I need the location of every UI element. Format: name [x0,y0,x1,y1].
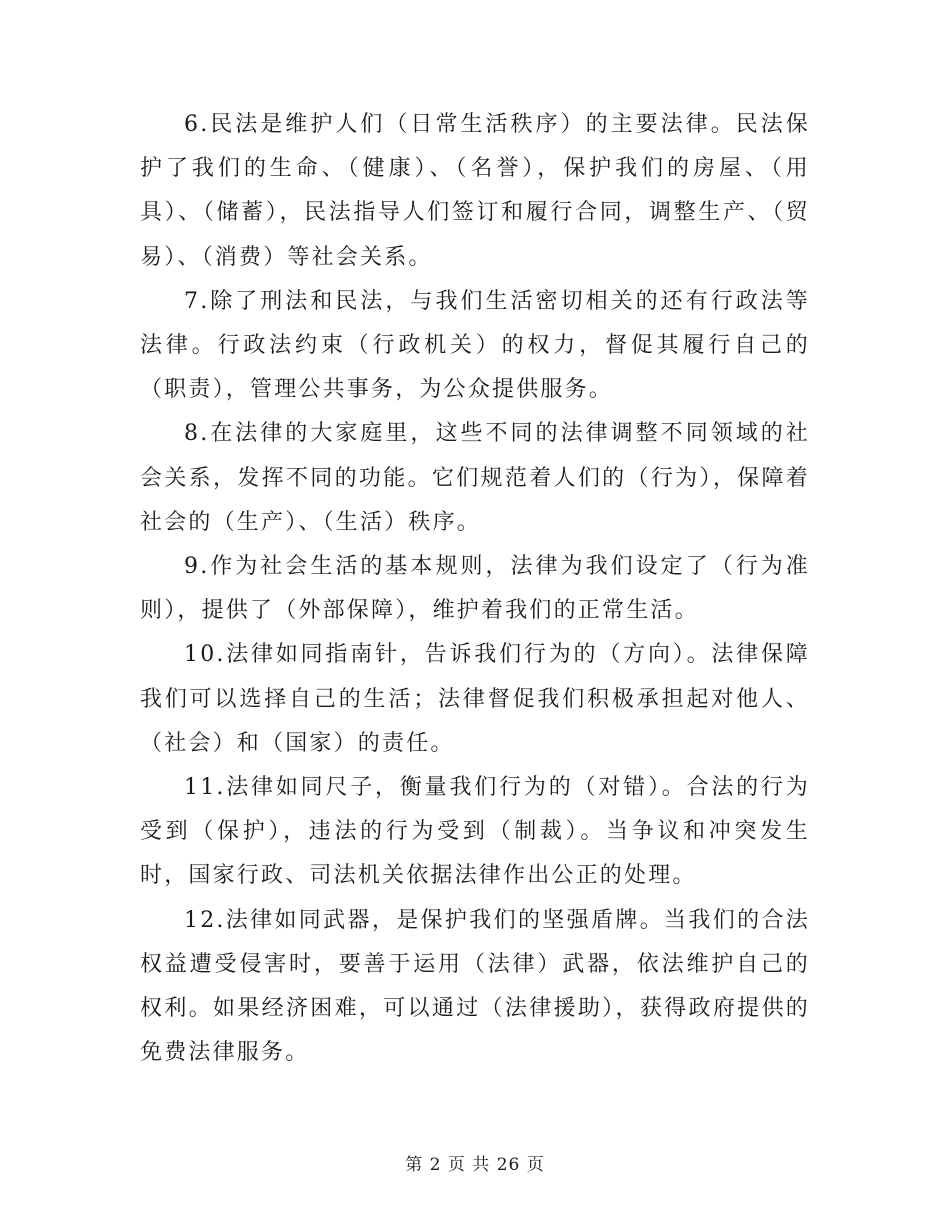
paragraph-12: 12.法律如同武器，是保护我们的坚强盾牌。当我们的合法权益遭受侵害时，要善于运用（法律）武器，依法维护自己的权利。如果经济困难，可以通过（法律援助），获得政府提供的免费法律服务。 [140,907,810,1066]
paragraph-8: 8.在法律的大家庭里，这些不同的法律调整不同领域的社会关系，发挥不同的功能。它们规范着人们的（行为），保障着社会的（生产）、（生活）秩序。 [140,421,810,535]
page-number-footer: 第 2 页 共 26 页 [405,1155,545,1175]
paragraph-6: 6.民法是维护人们（日常生活秩序）的主要法律。民法保护了我们的生命、（健康）、（名誉），保护我们的房屋、（用具）、（储蓄），民法指导人们签订和履行合同，调整生产、（贸易）、（消费）等社会关系。 [140,112,810,270]
paragraph-7: 7.除了刑法和民法，与我们生活密切相关的还有行政法等法律。行政法约束（行政机关）的权力，督促其履行自己的（职责），管理公共事务，为公众提供服务。 [140,288,810,403]
paragraph-9: 9.作为社会生活的基本规则，法律为我们设定了（行为准则），提供了（外部保障），维护着我们的正常生活。 [140,554,810,624]
document-body [140,103,810,1075]
paragraph-10: 10.法律如同指南针，告诉我们行为的（方向）。法律保障我们可以选择自己的生活；法律督促我们积极承担起对他人、（社会）和（国家）的责任。 [140,642,810,756]
paragraph-11: 11.法律如同尺子，衡量我们行为的（对错）。合法的行为受到（保护），违法的行为受到（制裁）。当争议和冲突发生时，国家行政、司法机关依据法律作出公正的处理。 [140,775,810,889]
